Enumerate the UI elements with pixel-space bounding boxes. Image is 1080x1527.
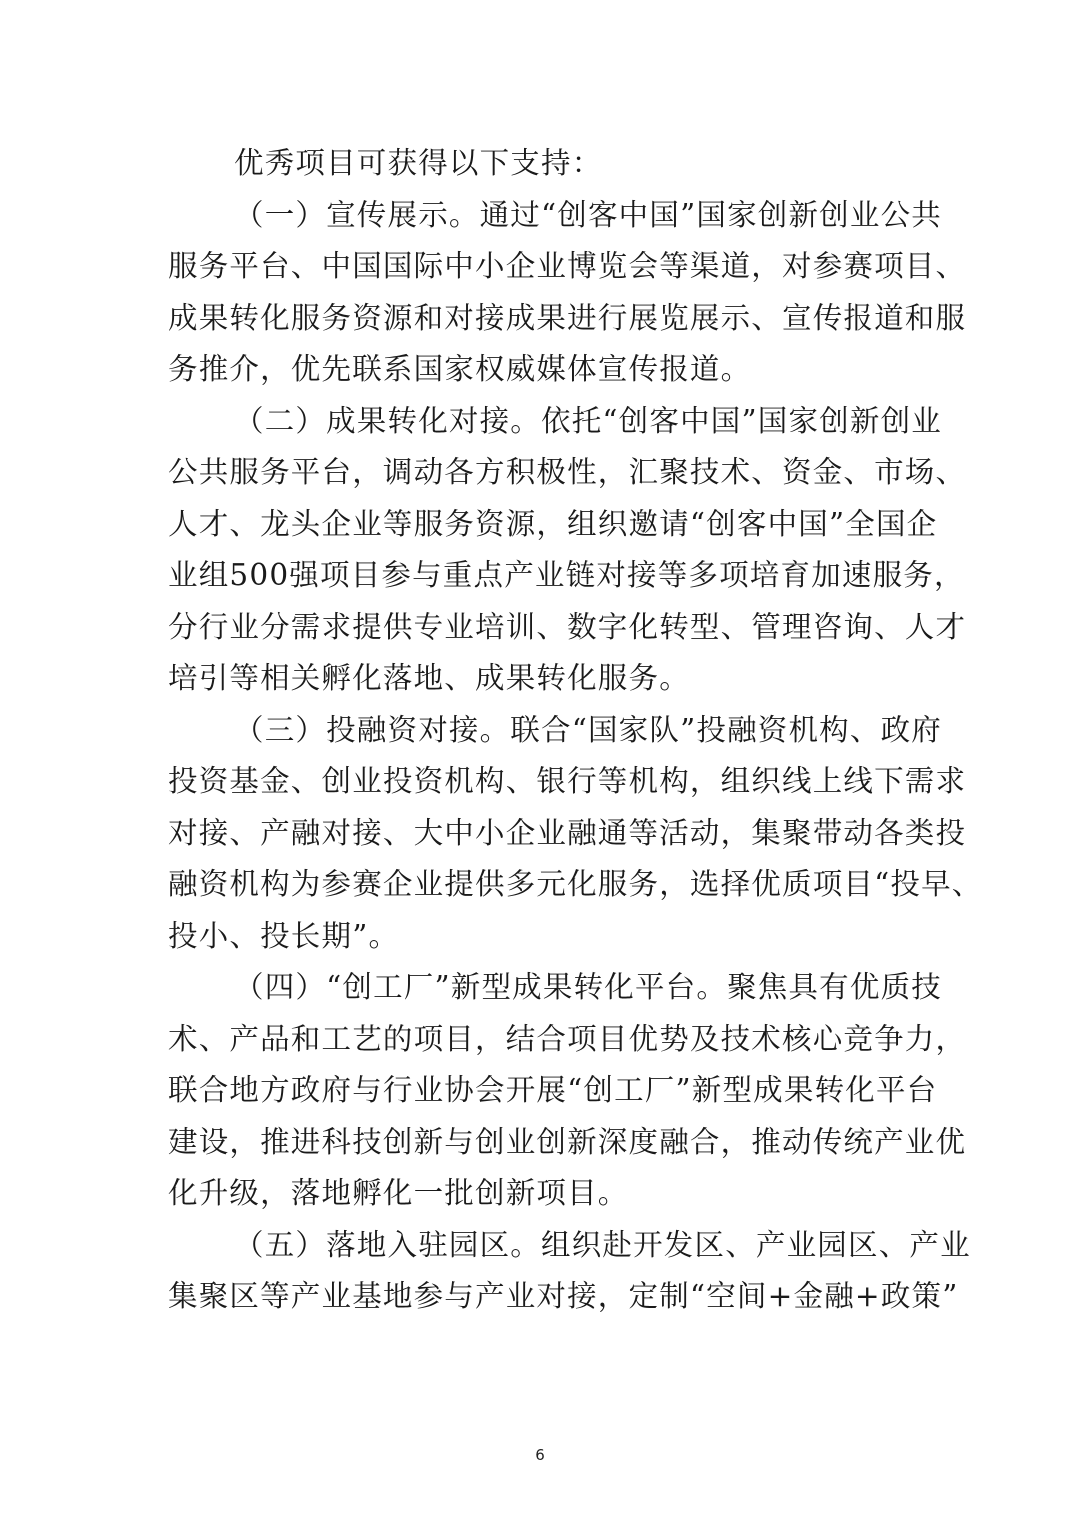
text-line: 公共服务平台，调动各方积极性，汇聚技术、资金、市场、 — [168, 455, 967, 489]
text-line: 融资机构为参赛企业提供多元化服务，选择优质项目“投早、 — [168, 867, 983, 901]
body-text — [168, 138, 983, 1323]
text-line: 集聚区等产业基地参与产业对接，定制“空间+金融+政策” — [168, 1279, 959, 1313]
text-line: 培引等相关孵化落地、成果转化服务。 — [168, 661, 690, 695]
text-line: 化升级，落地孵化一批创新项目。 — [168, 1176, 629, 1210]
text-line: 成果转化服务资源和对接成果进行展览展示、宣传报道和服 — [168, 300, 967, 335]
text-line: 联合地方政府与行业协会开展“创工厂”新型成果转化平台 — [168, 1073, 938, 1107]
text-line: 优秀项目可获得以下支持： — [234, 146, 603, 180]
text-line: 业组500强项目参与重点产业链对接等多项培育加速服务， — [168, 558, 965, 592]
text-line: 对接、产融对接、大中小企业融通等活动，集聚带动各类投 — [168, 815, 967, 850]
text-line: 服务平台、中国国际中小企业博览会等渠道，对参赛项目、 — [168, 249, 967, 283]
text-line: （一）宣传展示。通过“创客中国”国家创新创业公共 — [234, 197, 942, 232]
text-line: 投小、投长期”。 — [168, 918, 400, 953]
text-line: 术、产品和工艺的项目，结合项目优势及技术核心竞争力， — [168, 1021, 967, 1056]
text-line: 务推介，优先联系国家权威媒体宣传报道。 — [168, 352, 752, 386]
text-line: （五）落地入驻园区。组织赴开发区、产业园区、产业 — [234, 1227, 971, 1262]
text-line: （三）投融资对接。联合“国家队”投融资机构、政府 — [234, 712, 942, 747]
text-line: 分行业分需求提供专业培训、数字化转型、管理咨询、人才 — [168, 609, 967, 644]
text-line: 人才、龙头企业等服务资源，组织邀请“创客中国”全国企 — [168, 506, 938, 541]
text-line: 投资基金、创业投资机构、银行等机构，组织线上线下需求 — [168, 764, 967, 798]
page-number: 6 — [535, 1446, 545, 1464]
text-line: （四）“创工厂”新型成果转化平台。聚焦具有优质技 — [234, 970, 942, 1004]
text-line: （二）成果转化对接。依托“创客中国”国家创新创业 — [234, 403, 942, 438]
text-line: 建设，推进科技创新与创业创新深度融合，推动传统产业优 — [168, 1124, 967, 1159]
